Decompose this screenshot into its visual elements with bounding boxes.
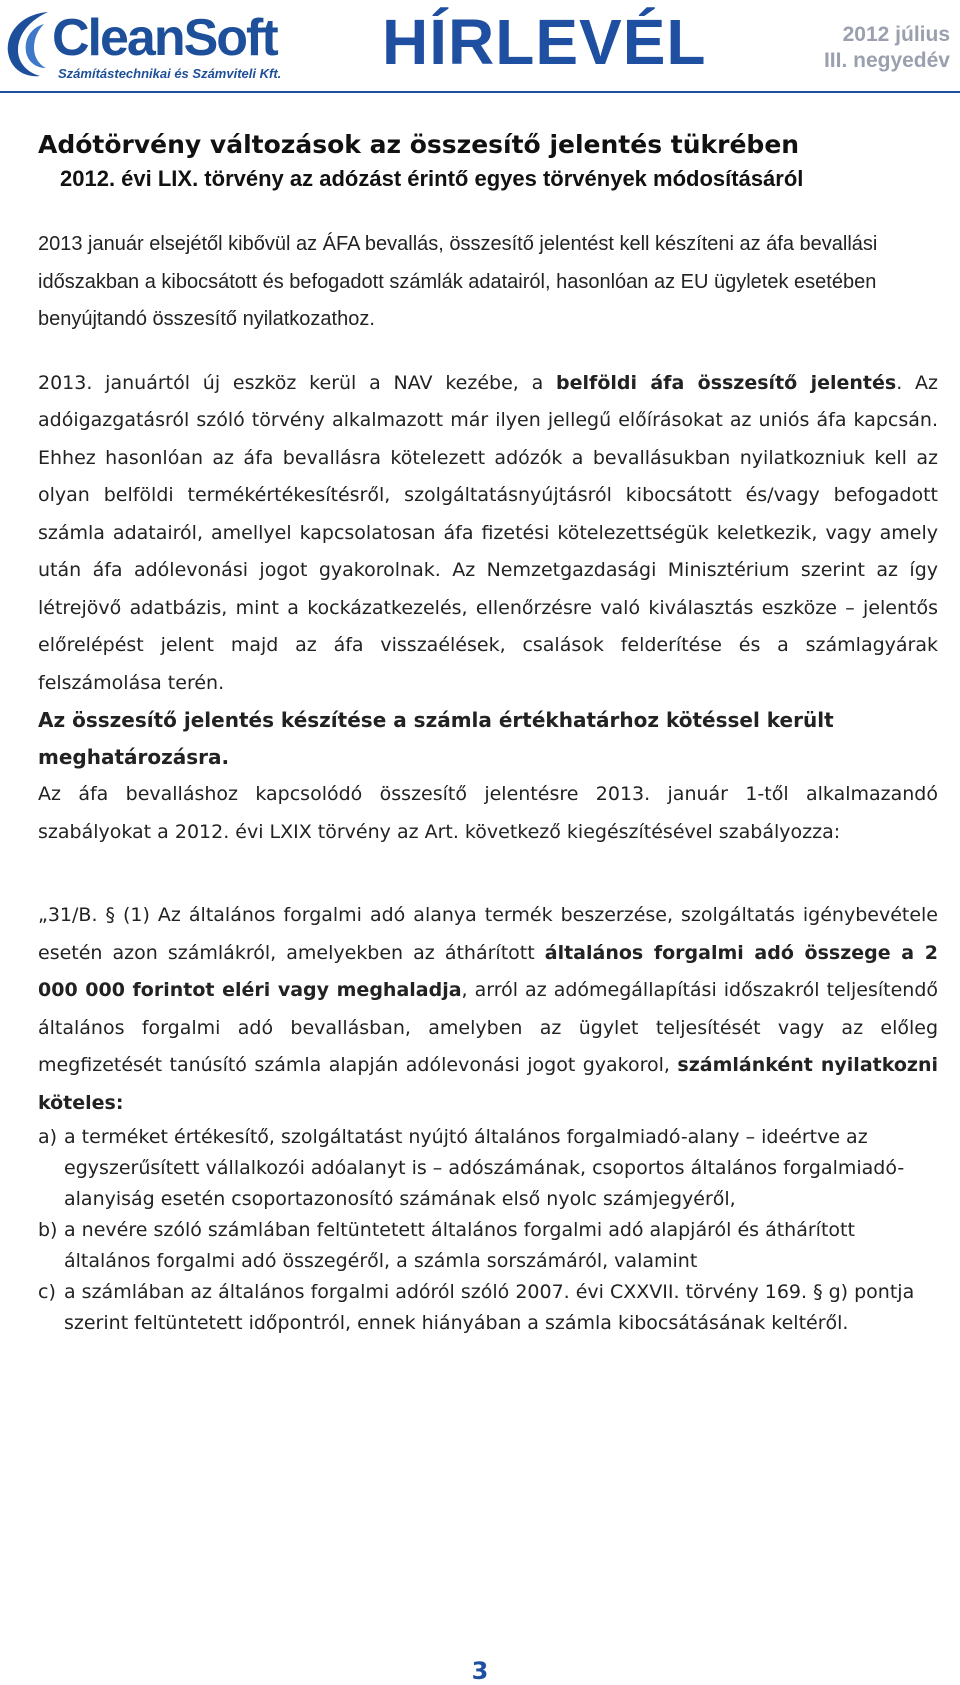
newsletter-title: HÍRLEVÉL [382,6,707,78]
list-item-label: b) [38,1219,58,1241]
issue-quarter: III. negyedév [823,49,950,72]
law-quote-bold-amount: általános forgalmi adó összege a 2 000 000 forintot eléri vagy meghaladja [38,941,938,1001]
page-header [0,0,960,95]
list-item-text: a számlában az általános forgalmi adóról szóló 2007. évi CXXVII. törvény 169. § g) pontja szerint feltüntetett időpontról, ennek hiányában a számla kibocsátásának keltéről. [64,1281,915,1334]
list-item-label: a) [38,1126,58,1148]
list-item [38,1277,938,1339]
article-subtitle: 2012. évi LIX. törvény az adózást érintő egyes törvények módosításáról [60,166,804,191]
list-item-label: c) [38,1281,56,1303]
page-number: 3 [471,1657,489,1685]
logo-name: CleanSoft [52,9,277,67]
list-item [38,1122,938,1215]
threshold-paragraph: Az összesítő jelentés készítése a számla értékhatárhoz kötéssel került meghatározásra. [38,708,834,769]
law-quote-bold-obligation: számlánként nyilatkozni köteles: [38,1054,939,1114]
article-title: Adótörvény változások az összesítő jelentés tükrében [38,130,800,159]
list-item-text: a nevére szóló számlában feltüntetett általános forgalmi adó alapjáról és áthárított általános forgalmi adó összegéről, a számla sorszámáról, valamint [64,1219,855,1272]
list-item [38,1215,938,1277]
nav-paragraph [38,365,938,703]
law-quote [38,897,938,1122]
nav-paragraph-rest: . Az adóigazgatásról szóló törvény alkalmazott már ilyen jellegű előírásokat az uniós áfa kapcsán. Ehhez hasonlóan az áfa bevallásra kötelezett adózók a bevallásukban nyilatkozniuk kell az olyan belföldi termékértékesítésről, szolgáltatásnyújtásról kibocsátott és/vagy befogadott számla adatairól, amellyel kapcsolatosan áfa fizetési kötelezettségük keletkezik, vagy amely után áfa adólevonási jogot gyakorolnak. Az Nemzetgazdasági Minisztérium szerint az így létrejövő adatbázis, mint a kockázatkezelés, ellenőrzésre való kiválasztás eszköze – jelentős előrelépést jelent majd az áfa visszaélések, csalások felderítése és a számlagyárak felszámolása terén. [38,371,938,694]
nav-paragraph-start: 2013. januártól új eszköz kerül a NAV kezébe, a [38,371,557,394]
article [38,128,938,1339]
cleansoft-logo [4,4,282,86]
obligation-list [38,1122,938,1339]
regulation-paragraph: Az áfa bevalláshoz kapcsolódó összesítő jelentésre 2013. január 1-től alkalmazandó szabályokat a 2012. évi LXIX törvény az Art. következő kiegészítésével szabályozza: [38,783,938,843]
law-quote-start: „31/B. § (1) Az általános forgalmi adó alanya termék beszerzése, szolgáltatás igénybevétele esetén azon számlákról, amelyekben az áthárított [38,904,938,964]
logo-swirl-icon [4,6,56,82]
nav-paragraph-bold: belföldi áfa összesítő jelentés [556,371,897,394]
law-quote-middle: , arról az adómegállapítási időszakról teljesítendő általános forgalmi adó bevallásban, amelyben az ügylet teljesítését vagy az előleg megfizetését tanúsító számla alapján adólevonási jogot gyakorol, [38,979,938,1076]
logo-subtitle: Számítástechnikai és Számviteli Kft. [58,66,282,81]
intro-paragraph: 2013 január elsejétől kibővül az ÁFA bevallás, összesítő jelentést kell készíteni az áfa bevallási időszakban a kibocsátott és befogadott számlák adatairól, hasonlóan az EU ügyletek esetében benyújtandó összesítő nyilatkozathoz. [38,233,878,330]
header-divider [0,91,960,93]
list-item-text: a terméket értékesítő, szolgáltatást nyújtó általános forgalmiadó-alany – ideértve az egyszerűsített vállalkozói adóalanyt is – adószámának, csoportos általános forgalmiadó-alanyiság esetén csoportazonosító számának első nyolc számjegyéről, [64,1126,905,1210]
issue-info [824,22,950,74]
issue-date: 2012 július [842,23,950,46]
